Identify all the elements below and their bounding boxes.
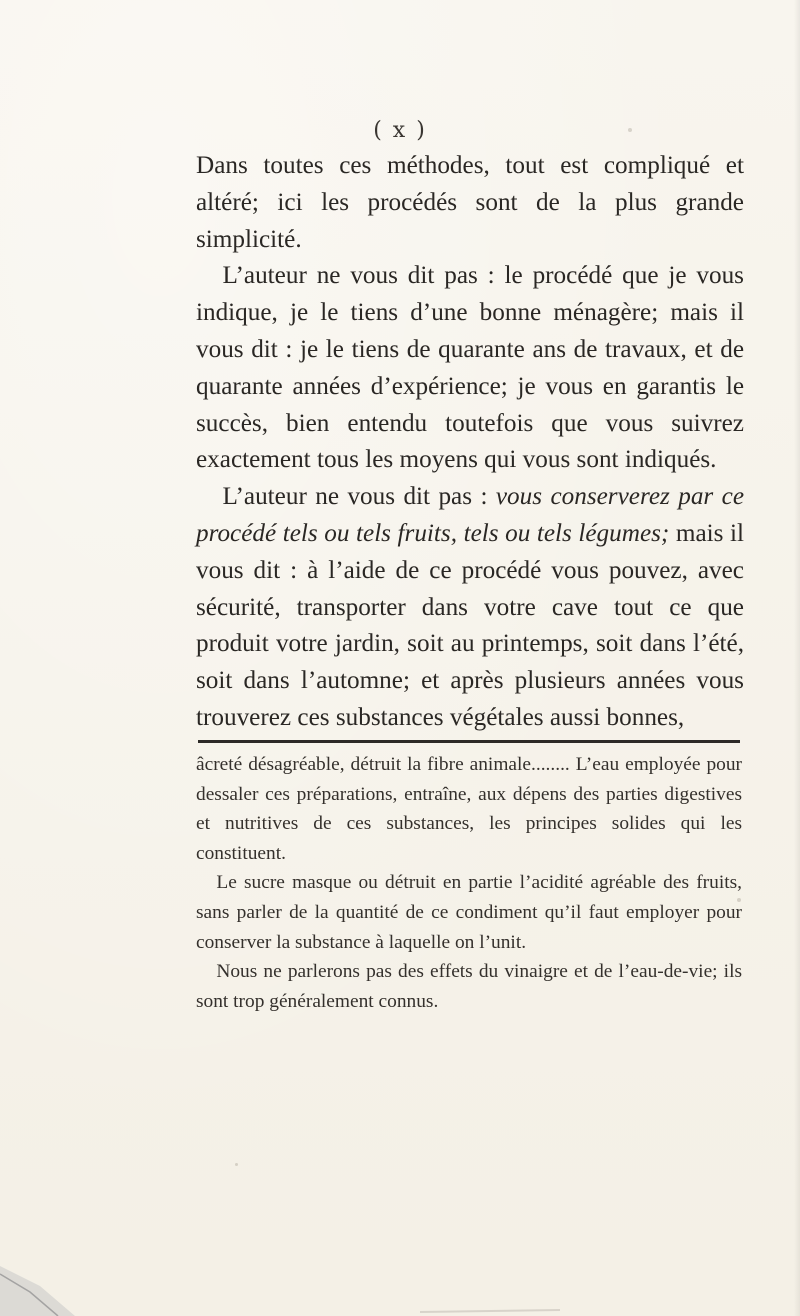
paragraph-procedure [196,479,744,737]
paragraph-experience: L’auteur ne vous dit pas : le procédé que je vous indique, je le tiens d’une bonne ménagère; mais il vous dit : je le tiens de quarante ans de travaux, et de quarante années d’expérience; je vous en garantis le succès, bien entendu toutefois que vous suivrez exactement tous les moyens qui vous sont indiqués. [196,262,744,474]
paragraph-procedure-start: L’auteur ne vous dit pas : [222,483,496,511]
footnote-paragraph-3: Nous ne parlerons pas des effets du vinaigre et de l’eau-de-vie; ils sont trop généralement connus. [196,961,742,1012]
page-corner-fold [0,1256,800,1316]
footnote-separator-rule [198,740,740,743]
paragraph-procedure-italic: vous conserverez par ce procédé tels ou tels fruits, tels ou tels légumes; [196,483,744,547]
footnote-paragraph-1: âcreté désagréable, détruit la fibre animale........ L’eau employée pour dessaler ces préparations, entraîne, aux dépens des parties digestives et nutritives de ces substances, les principes solides qui les constituent. [196,754,742,864]
paragraph-procedure-end: mais il vous dit : à l’aide de ce procédé vous pouvez, avec sécurité, transporter dans votre cave tout ce que produit votre jardin, soit au printemps, soit dans l’été, soit dans l’automne; et après plusieurs années vous trouverez ces substances végétales aussi bonnes, [196,519,744,731]
page-edge-shadow [794,0,800,1316]
main-text [196,148,744,737]
paragraph-methods: Dans toutes ces méthodes, tout est compliqué et altéré; ici les procédés sont de la plus grande simplicité. [196,152,744,253]
footnote-paragraph-2: Le sucre masque ou détruit en partie l’acidité agréable des fruits, sans parler de la quantité de ce condiment qu’il faut employer pour conserver la substance à laquelle on l’unit. [196,872,742,953]
paper-speck [737,898,741,902]
paper-speck [628,128,632,132]
page-number: ( x ) [373,118,427,143]
footnote-text [196,750,742,1016]
paper-speck [235,1163,238,1166]
